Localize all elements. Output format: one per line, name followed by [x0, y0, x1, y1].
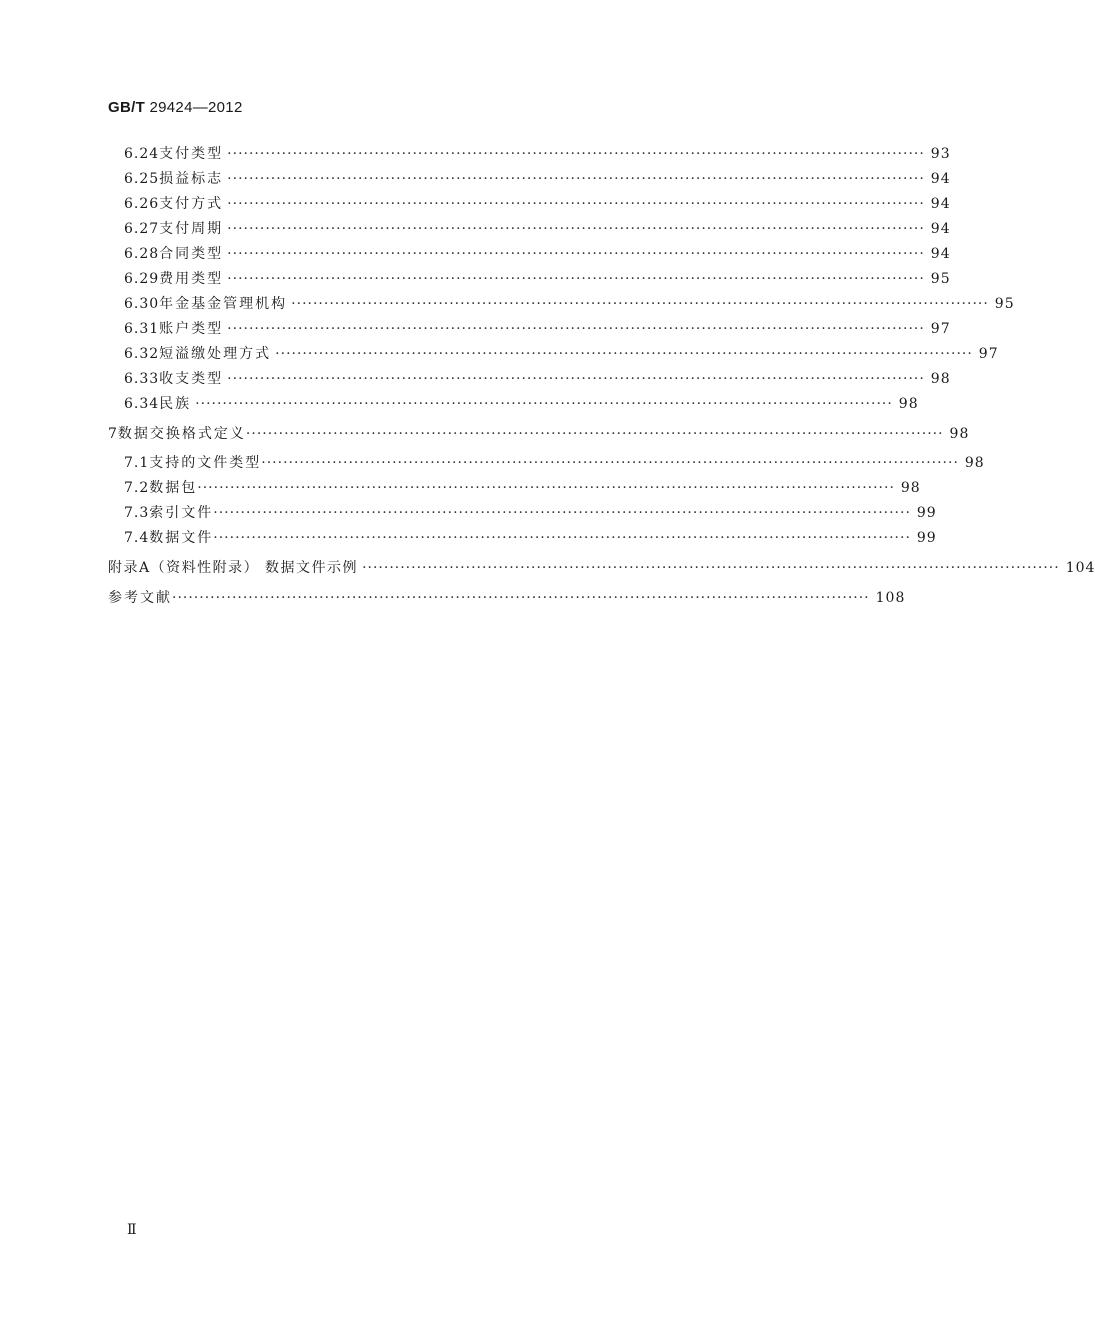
toc-entry[interactable] [124, 144, 951, 164]
toc-entry[interactable] [124, 319, 951, 339]
toc-entry-title: 损益标志 [159, 171, 224, 187]
toc-entry-title: 支持的文件类型 [149, 455, 262, 471]
toc-entry-number: 6.33 [124, 371, 160, 387]
toc-entry-page: 98 [900, 480, 921, 496]
toc-entry-bibliography[interactable] [108, 588, 906, 608]
toc-entry[interactable] [124, 169, 951, 189]
toc-entry-number: 6.34 [124, 396, 160, 412]
toc-entry[interactable] [124, 453, 985, 473]
toc-leader-dots: ································································································································ [227, 246, 925, 262]
toc-entry-page: 94 [930, 246, 951, 262]
toc-leader-dots: ································································································································ [275, 346, 973, 362]
toc-leader-dots: ································································································································ [227, 271, 925, 287]
toc-entry-number: 6.27 [124, 221, 160, 237]
toc-entry-number: 6.32 [124, 346, 160, 362]
toc-entry-title: 收支类型 [159, 371, 224, 387]
toc-entry-page: 98 [949, 426, 970, 442]
toc-leader-dots: ································································································································ [362, 560, 1060, 576]
toc-leader-dots: ································································································································ [227, 196, 925, 212]
standard-number: 29424—2012 [149, 99, 243, 116]
toc-leader-dots: ································································································································ [245, 426, 944, 442]
toc-entry-number: 6.28 [124, 246, 160, 262]
toc-entry-page: 98 [964, 455, 985, 471]
standard-code: GB/T [108, 99, 146, 116]
toc-entry-title: 账户类型 [159, 321, 224, 337]
toc-entry-number: 6.26 [124, 196, 160, 212]
toc-entry-page: 104 [1065, 560, 1095, 576]
toc-leader-dots: ································································································································ [227, 171, 925, 187]
toc-entry-page: 94 [930, 196, 951, 212]
toc-entry-page: 95 [930, 271, 951, 287]
toc-entry-title: 参考文献 [108, 590, 172, 606]
toc-entry-title: 费用类型 [159, 271, 224, 287]
toc-leader-dots: ································································································································ [227, 221, 925, 237]
toc-entry-chapter[interactable] [108, 424, 970, 444]
toc-entry-number: 7.2 [124, 480, 150, 496]
toc-entry-page: 97 [930, 321, 951, 337]
toc-entry[interactable] [124, 219, 951, 239]
toc-entry-page: 94 [930, 221, 951, 237]
toc-entry-title: 支付周期 [159, 221, 224, 237]
toc-leader-dots: ································································································································ [291, 296, 989, 312]
toc-entry[interactable] [124, 369, 951, 389]
toc-entry-page: 97 [978, 346, 999, 362]
toc-entry-title: 短溢缴处理方式 [159, 346, 272, 362]
toc-entry[interactable] [124, 294, 1015, 314]
toc-entry[interactable] [124, 528, 937, 548]
toc-leader-dots: ································································································································ [213, 505, 911, 521]
toc-entry-number: 7.3 [124, 505, 150, 521]
toc-entry-title: 数据包 [149, 480, 198, 496]
toc-entry-title: 数据交换格式定义 [117, 426, 246, 442]
toc-leader-dots: ································································································································ [227, 146, 925, 162]
toc-entry-number: 6.24 [124, 146, 160, 162]
toc-leader-dots: ································································································································ [172, 590, 870, 606]
toc-entry-title: 支付方式 [159, 196, 224, 212]
toc-entry-number: 6.31 [124, 321, 160, 337]
toc-entry-page: 98 [930, 371, 951, 387]
toc-entry-page: 94 [930, 171, 951, 187]
toc-entry-page: 99 [916, 505, 937, 521]
toc-leader-dots: ································································································································ [195, 396, 893, 412]
toc-entry-title: 年金基金管理机构 [159, 296, 288, 312]
toc-entry-title: 附录A（资料性附录） 数据文件示例 [108, 560, 359, 576]
toc-entry-number: 6.25 [124, 171, 160, 187]
toc-entry[interactable] [124, 478, 921, 498]
document-header [108, 99, 243, 116]
toc-entry-number: 7.4 [124, 530, 150, 546]
toc-entry-title: 索引文件 [149, 505, 214, 521]
toc-entry-number: 7.1 [124, 455, 150, 471]
toc-leader-dots: ································································································································ [213, 530, 911, 546]
toc-entry-number: 7 [108, 426, 118, 442]
toc-entry[interactable] [124, 503, 937, 523]
toc-leader-dots: ································································································································ [227, 371, 925, 387]
toc-entry-page: 93 [930, 146, 951, 162]
toc-entry-title: 数据文件 [149, 530, 214, 546]
toc-entry-page: 95 [994, 296, 1015, 312]
toc-leader-dots: ································································································································ [197, 480, 895, 496]
toc-leader-dots: ································································································································ [227, 321, 925, 337]
toc-entry-number: 6.30 [124, 296, 160, 312]
toc-entry[interactable] [124, 394, 919, 414]
toc-entry-page: 98 [898, 396, 919, 412]
toc-entry-page: 99 [916, 530, 937, 546]
toc-entry-title: 支付类型 [159, 146, 224, 162]
toc-entry-appendix[interactable] [108, 558, 1095, 578]
toc-entry[interactable] [124, 194, 951, 214]
toc-entry-number: 6.29 [124, 271, 160, 287]
toc-entry-title: 合同类型 [159, 246, 224, 262]
toc-leader-dots: ································································································································ [261, 455, 959, 471]
toc-entry[interactable] [124, 269, 951, 289]
toc-entry-page: 108 [875, 590, 906, 606]
toc-entry-title: 民族 [159, 396, 192, 412]
page-number-footer: Ⅱ [127, 1222, 137, 1238]
toc-entry[interactable] [124, 244, 951, 264]
toc-entry[interactable] [124, 344, 999, 364]
